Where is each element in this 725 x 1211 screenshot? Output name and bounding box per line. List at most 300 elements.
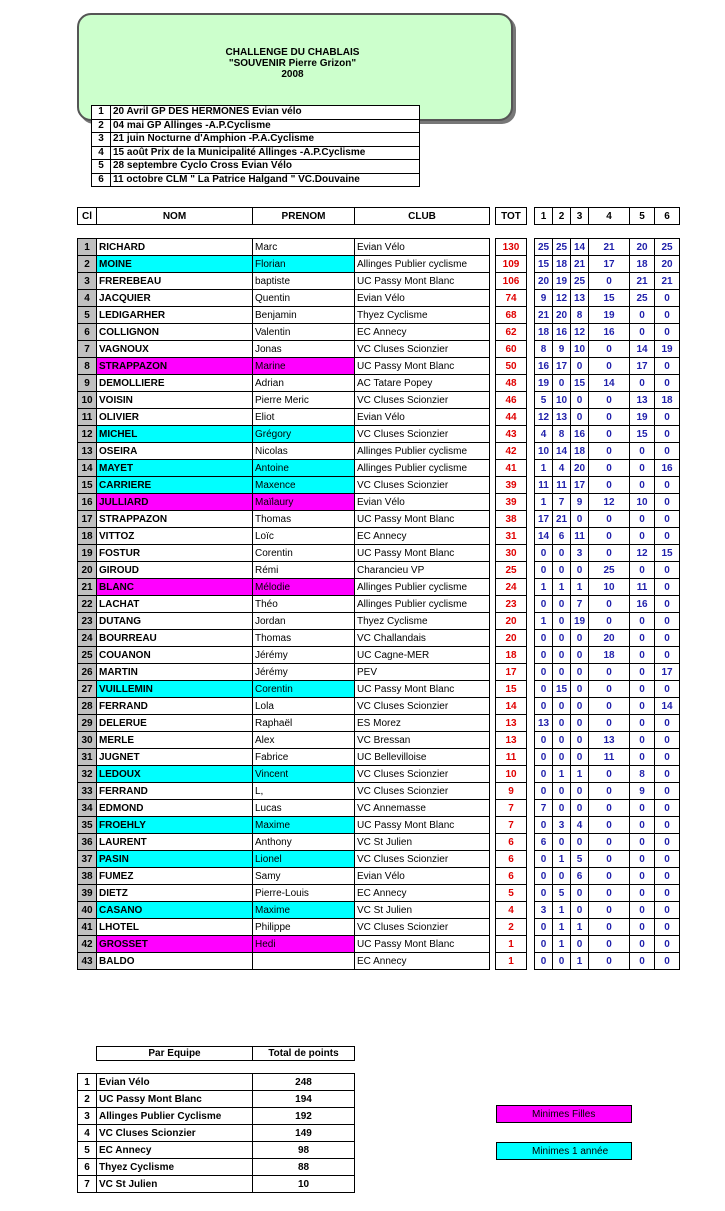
race-points-6: 0	[655, 562, 680, 579]
table-row	[78, 868, 490, 885]
rider-prenom: Grégory	[253, 426, 355, 443]
team-name: Evian Vélo	[97, 1074, 253, 1091]
rider-rank: 25	[78, 647, 97, 664]
race-points-2: 9	[553, 341, 571, 358]
table-row	[78, 579, 490, 596]
rider-prenom: baptiste	[253, 273, 355, 290]
race-points-4: 0	[589, 885, 630, 902]
race-points-6: 15	[655, 545, 680, 562]
race-points-3: 9	[571, 494, 589, 511]
total-row	[496, 749, 527, 766]
points-row	[535, 528, 680, 545]
race-points-2: 20	[553, 307, 571, 324]
race-points-2: 0	[553, 868, 571, 885]
rider-rank: 7	[78, 341, 97, 358]
rider-prenom: Vincent	[253, 766, 355, 783]
race-points-1: 0	[535, 817, 553, 834]
rider-prenom: Maïlaury	[253, 494, 355, 511]
race-points-6: 0	[655, 817, 680, 834]
rider-total: 39	[496, 477, 527, 494]
race-points-1: 0	[535, 919, 553, 936]
race-points-4: 0	[589, 919, 630, 936]
race-points-2: 16	[553, 324, 571, 341]
race-points-3: 10	[571, 341, 589, 358]
race-points-2: 4	[553, 460, 571, 477]
title-line-2: "SOUVENIR Pierre Grizon"	[228, 58, 357, 69]
points-row	[535, 715, 680, 732]
rider-total: 109	[496, 256, 527, 273]
points-row	[535, 936, 680, 953]
rider-nom: COLLIGNON	[97, 324, 253, 341]
rider-rank: 35	[78, 817, 97, 834]
points-row	[535, 239, 680, 256]
rider-nom: MAYET	[97, 460, 253, 477]
rider-prenom: Alex	[253, 732, 355, 749]
race-points-5: 0	[630, 936, 655, 953]
race-points-5: 0	[630, 698, 655, 715]
race-points-4: 17	[589, 256, 630, 273]
race-points-1: 0	[535, 681, 553, 698]
points-row	[535, 426, 680, 443]
rider-prenom	[253, 953, 355, 970]
header-tot: TOT	[496, 208, 527, 225]
race-points-3: 8	[571, 307, 589, 324]
race-points-3: 0	[571, 732, 589, 749]
table-row	[78, 953, 490, 970]
rider-total: 11	[496, 749, 527, 766]
race-points-6: 0	[655, 800, 680, 817]
rider-club: Thyez Cyclisme	[355, 613, 490, 630]
race-points-5: 0	[630, 953, 655, 970]
race-row	[92, 146, 420, 160]
rider-prenom: Eliot	[253, 409, 355, 426]
race-points-4: 0	[589, 528, 630, 545]
race-points-3: 0	[571, 409, 589, 426]
team-points: 248	[253, 1074, 355, 1091]
race-points-3: 3	[571, 545, 589, 562]
race-points-2: 25	[553, 239, 571, 256]
race-row	[92, 173, 420, 187]
race-points-1: 8	[535, 341, 553, 358]
race-points-1: 1	[535, 613, 553, 630]
total-row	[496, 664, 527, 681]
race-points-6: 14	[655, 698, 680, 715]
team-name: Thyez Cyclisme	[97, 1159, 253, 1176]
race-points-4: 0	[589, 392, 630, 409]
rider-nom: JACQUIER	[97, 290, 253, 307]
race-points-5: 0	[630, 885, 655, 902]
race-points-3: 6	[571, 868, 589, 885]
race-points-5: 0	[630, 443, 655, 460]
rider-rank: 31	[78, 749, 97, 766]
rider-nom: BLANC	[97, 579, 253, 596]
rider-nom: DIETZ	[97, 885, 253, 902]
rider-rank: 28	[78, 698, 97, 715]
race-description: 20 Avril GP DES HERMONES Evian vélo	[111, 106, 420, 120]
race-points-3: 1	[571, 579, 589, 596]
race-points-2: 1	[553, 902, 571, 919]
table-row	[78, 477, 490, 494]
total-row	[496, 375, 527, 392]
rider-total: 15	[496, 681, 527, 698]
points-row	[535, 579, 680, 596]
team-row	[78, 1125, 355, 1142]
race-points-1: 1	[535, 460, 553, 477]
race-points-4: 0	[589, 613, 630, 630]
rider-club: VC Cluses Scionzier	[355, 766, 490, 783]
rider-rank: 23	[78, 613, 97, 630]
standings-header	[77, 207, 490, 225]
total-row	[496, 919, 527, 936]
table-row	[78, 596, 490, 613]
race-points-4: 19	[589, 307, 630, 324]
race-points-2: 0	[553, 375, 571, 392]
race-points-5: 12	[630, 545, 655, 562]
rider-club: Evian Vélo	[355, 494, 490, 511]
race-points-4: 18	[589, 647, 630, 664]
race-points-1: 0	[535, 630, 553, 647]
race-points-2: 3	[553, 817, 571, 834]
rider-prenom: Corentin	[253, 681, 355, 698]
rider-club: VC Cluses Scionzier	[355, 851, 490, 868]
table-row	[78, 392, 490, 409]
team-name: VC St Julien	[97, 1176, 253, 1193]
rider-club: UC Cagne-MER	[355, 647, 490, 664]
rider-total: 74	[496, 290, 527, 307]
race-points-3: 0	[571, 664, 589, 681]
rider-total: 38	[496, 511, 527, 528]
table-row	[78, 613, 490, 630]
race-points-2: 1	[553, 766, 571, 783]
rider-nom: EDMOND	[97, 800, 253, 817]
rider-club: Evian Vélo	[355, 868, 490, 885]
total-row	[496, 630, 527, 647]
team-row	[78, 1091, 355, 1108]
race-points-6: 0	[655, 732, 680, 749]
rider-nom: JUGNET	[97, 749, 253, 766]
race-points-5: 0	[630, 511, 655, 528]
rider-total: 13	[496, 732, 527, 749]
table-row	[78, 460, 490, 477]
rider-nom: GIROUD	[97, 562, 253, 579]
rider-nom: FERRAND	[97, 783, 253, 800]
race-points-3: 0	[571, 511, 589, 528]
rider-prenom: Hedi	[253, 936, 355, 953]
table-row	[78, 749, 490, 766]
rider-nom: FERRAND	[97, 698, 253, 715]
race-calendar	[91, 105, 420, 187]
rider-nom: VUILLEMIN	[97, 681, 253, 698]
rider-prenom: Raphaël	[253, 715, 355, 732]
rider-club: Allinges Publier cyclisme	[355, 443, 490, 460]
race-points-1: 25	[535, 239, 553, 256]
rider-total: 62	[496, 324, 527, 341]
rider-club: Allinges Publier cyclisme	[355, 579, 490, 596]
race-description: 04 mai GP Allinges -A.P.Cyclisme	[111, 119, 420, 133]
rider-club: Thyez Cyclisme	[355, 307, 490, 324]
rider-club: ES Morez	[355, 715, 490, 732]
race-points-4: 12	[589, 494, 630, 511]
total-row	[496, 817, 527, 834]
team-rank: 6	[78, 1159, 97, 1176]
race-points-5: 14	[630, 341, 655, 358]
race-row	[92, 106, 420, 120]
table-row	[78, 375, 490, 392]
rider-rank: 6	[78, 324, 97, 341]
race-points-2: 13	[553, 409, 571, 426]
rider-total: 46	[496, 392, 527, 409]
rider-club: UC Passy Mont Blanc	[355, 511, 490, 528]
total-row	[496, 324, 527, 341]
race-points-6: 0	[655, 749, 680, 766]
rider-club: Charancieu VP	[355, 562, 490, 579]
rider-nom: LHOTEL	[97, 919, 253, 936]
rider-prenom: Lionel	[253, 851, 355, 868]
points-row	[535, 902, 680, 919]
rider-rank: 3	[78, 273, 97, 290]
race-points-3: 17	[571, 477, 589, 494]
points-row	[535, 681, 680, 698]
rider-club: Allinges Publier cyclisme	[355, 596, 490, 613]
race-points-5: 0	[630, 851, 655, 868]
rider-club: Evian Vélo	[355, 239, 490, 256]
race-points-6: 0	[655, 766, 680, 783]
points-row	[535, 800, 680, 817]
total-row	[496, 273, 527, 290]
rider-total: 17	[496, 664, 527, 681]
race-points-1: 0	[535, 698, 553, 715]
race-points-3: 0	[571, 681, 589, 698]
rider-total: 39	[496, 494, 527, 511]
race-points-2: 0	[553, 800, 571, 817]
table-row	[78, 358, 490, 375]
race-points-1: 0	[535, 783, 553, 800]
total-row	[496, 392, 527, 409]
rider-rank: 20	[78, 562, 97, 579]
race-points-3: 20	[571, 460, 589, 477]
rider-total: 48	[496, 375, 527, 392]
team-points: 98	[253, 1142, 355, 1159]
table-row	[78, 426, 490, 443]
race-points-2: 0	[553, 834, 571, 851]
race-points-4: 0	[589, 851, 630, 868]
rider-rank: 21	[78, 579, 97, 596]
race-points-2: 0	[553, 545, 571, 562]
race-points-4: 0	[589, 596, 630, 613]
rider-prenom: Antoine	[253, 460, 355, 477]
rider-rank: 38	[78, 868, 97, 885]
rider-rank: 17	[78, 511, 97, 528]
race-points-3: 12	[571, 324, 589, 341]
race-points-4: 0	[589, 358, 630, 375]
table-row	[78, 783, 490, 800]
race-points-2: 15	[553, 681, 571, 698]
total-row	[496, 613, 527, 630]
points-row	[535, 358, 680, 375]
race-points-6: 17	[655, 664, 680, 681]
race-points-6: 0	[655, 596, 680, 613]
rider-prenom: Théo	[253, 596, 355, 613]
points-row	[535, 613, 680, 630]
race-points-4: 0	[589, 443, 630, 460]
rider-club: VC Cluses Scionzier	[355, 392, 490, 409]
race-points-5: 0	[630, 460, 655, 477]
race-points-1: 18	[535, 324, 553, 341]
rider-total: 23	[496, 596, 527, 613]
race-points-6: 16	[655, 460, 680, 477]
points-row	[535, 307, 680, 324]
total-row	[496, 732, 527, 749]
table-row	[78, 290, 490, 307]
rider-prenom: Lucas	[253, 800, 355, 817]
team-header	[96, 1046, 355, 1061]
rider-total: 5	[496, 885, 527, 902]
race-points-6: 0	[655, 409, 680, 426]
rider-nom: JULLIARD	[97, 494, 253, 511]
race-points-6: 0	[655, 613, 680, 630]
rider-rank: 4	[78, 290, 97, 307]
rider-prenom: Thomas	[253, 630, 355, 647]
rider-rank: 18	[78, 528, 97, 545]
team-row	[78, 1108, 355, 1125]
rider-club: Allinges Publier cyclisme	[355, 256, 490, 273]
race-points-2: 8	[553, 426, 571, 443]
race-points-3: 0	[571, 630, 589, 647]
rider-prenom: Thomas	[253, 511, 355, 528]
rider-nom: VAGNOUX	[97, 341, 253, 358]
rider-club: PEV	[355, 664, 490, 681]
total-row	[496, 647, 527, 664]
rider-club: UC Passy Mont Blanc	[355, 545, 490, 562]
race-points-6: 0	[655, 511, 680, 528]
rider-total: 24	[496, 579, 527, 596]
table-row	[78, 630, 490, 647]
rider-prenom: L,	[253, 783, 355, 800]
race-points-4: 0	[589, 426, 630, 443]
rider-prenom: Jordan	[253, 613, 355, 630]
title-block	[140, 47, 445, 80]
race-points-5: 0	[630, 800, 655, 817]
race-points-5: 0	[630, 562, 655, 579]
rider-total: 20	[496, 630, 527, 647]
race-points-4: 0	[589, 715, 630, 732]
race-row	[92, 160, 420, 174]
race-points-6: 0	[655, 358, 680, 375]
team-name: UC Passy Mont Blanc	[97, 1091, 253, 1108]
title-line-1: CHALLENGE DU CHABLAIS	[225, 47, 360, 58]
race-number: 2	[92, 119, 111, 133]
race-points-6: 25	[655, 239, 680, 256]
race-points-6: 0	[655, 834, 680, 851]
rider-nom: BOURREAU	[97, 630, 253, 647]
rider-prenom: Maxence	[253, 477, 355, 494]
rider-total: 60	[496, 341, 527, 358]
rider-nom: LAURENT	[97, 834, 253, 851]
rider-club: VC Cluses Scionzier	[355, 919, 490, 936]
total-row	[496, 443, 527, 460]
points-row	[535, 868, 680, 885]
rider-rank: 37	[78, 851, 97, 868]
race-points-table	[534, 238, 680, 970]
table-row	[78, 834, 490, 851]
total-row	[496, 953, 527, 970]
header-race-1: 1	[535, 208, 553, 225]
rider-club: EC Annecy	[355, 528, 490, 545]
race-points-5: 0	[630, 919, 655, 936]
race-points-2: 1	[553, 936, 571, 953]
rider-rank: 30	[78, 732, 97, 749]
rider-club: VC Bressan	[355, 732, 490, 749]
race-points-1: 0	[535, 749, 553, 766]
race-points-4: 10	[589, 579, 630, 596]
race-points-5: 25	[630, 290, 655, 307]
team-row	[78, 1176, 355, 1193]
total-column	[495, 238, 527, 970]
race-points-2: 0	[553, 613, 571, 630]
points-row	[535, 511, 680, 528]
total-row	[496, 885, 527, 902]
race-points-3: 7	[571, 596, 589, 613]
race-points-2: 0	[553, 562, 571, 579]
total-row	[496, 239, 527, 256]
race-points-5: 20	[630, 239, 655, 256]
race-row	[92, 133, 420, 147]
rider-nom: LEDIGARHER	[97, 307, 253, 324]
points-row	[535, 562, 680, 579]
total-row	[496, 494, 527, 511]
table-row	[78, 409, 490, 426]
rider-rank: 29	[78, 715, 97, 732]
total-row	[496, 358, 527, 375]
race-points-1: 6	[535, 834, 553, 851]
race-points-1: 9	[535, 290, 553, 307]
rider-rank: 33	[78, 783, 97, 800]
total-row	[496, 783, 527, 800]
rider-prenom: Rémi	[253, 562, 355, 579]
race-points-2: 0	[553, 664, 571, 681]
table-row	[78, 324, 490, 341]
race-points-5: 0	[630, 324, 655, 341]
team-standings	[77, 1073, 355, 1193]
race-points-5: 0	[630, 868, 655, 885]
total-row	[496, 596, 527, 613]
rider-total: 7	[496, 817, 527, 834]
race-points-6: 0	[655, 324, 680, 341]
race-points-4: 0	[589, 460, 630, 477]
race-points-4: 25	[589, 562, 630, 579]
table-row	[78, 817, 490, 834]
rider-total: 41	[496, 460, 527, 477]
table-row	[78, 800, 490, 817]
race-points-1: 12	[535, 409, 553, 426]
race-points-2: 18	[553, 256, 571, 273]
rider-rank: 11	[78, 409, 97, 426]
rider-total: 31	[496, 528, 527, 545]
table-row	[78, 511, 490, 528]
race-points-5: 0	[630, 630, 655, 647]
race-points-6: 0	[655, 426, 680, 443]
rider-club: VC St Julien	[355, 834, 490, 851]
rider-club: EC Annecy	[355, 324, 490, 341]
points-row	[535, 409, 680, 426]
total-row	[496, 902, 527, 919]
points-row	[535, 664, 680, 681]
race-points-4: 0	[589, 409, 630, 426]
race-points-1: 0	[535, 936, 553, 953]
race-points-3: 0	[571, 562, 589, 579]
race-points-3: 5	[571, 851, 589, 868]
rider-nom: STRAPPAZON	[97, 358, 253, 375]
